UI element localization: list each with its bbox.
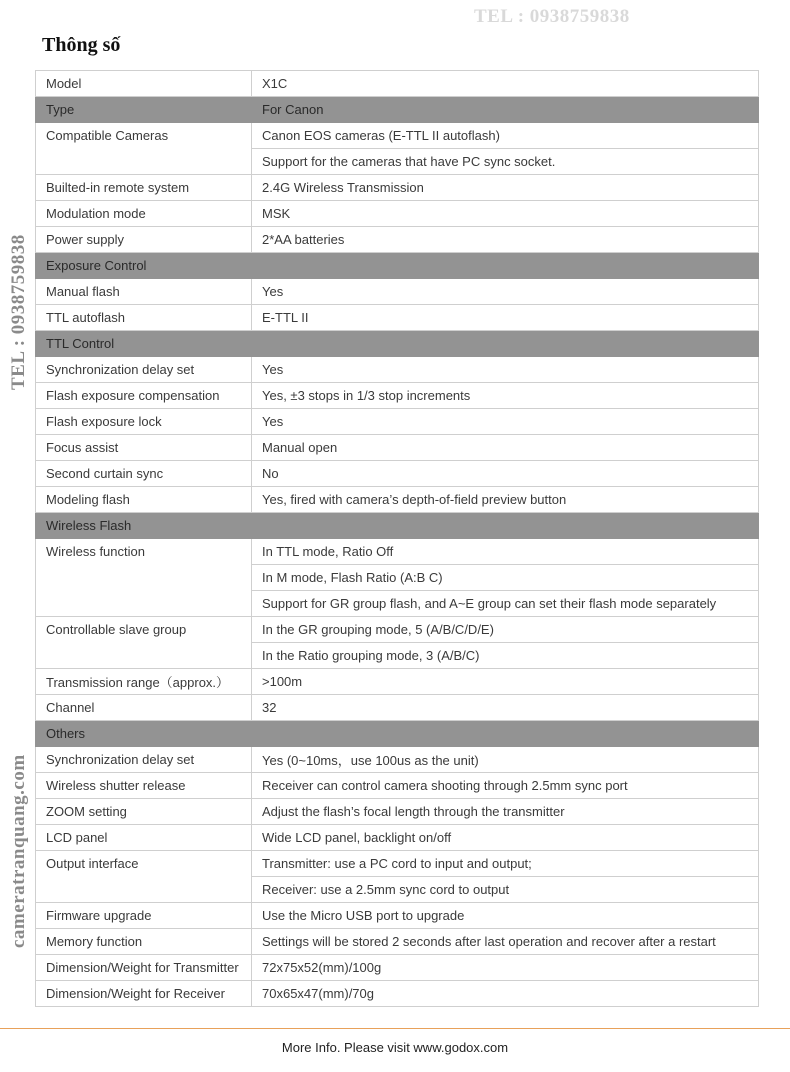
spec-table-body <box>36 71 759 1007</box>
spec-value: X1C <box>252 71 759 97</box>
section-row <box>36 253 759 279</box>
table-row <box>36 123 759 149</box>
spec-label: Compatible Cameras <box>36 123 252 175</box>
phone-watermark-top: TEL : 0938759838 <box>474 6 630 27</box>
spec-label: Synchronization delay set <box>36 357 252 383</box>
spec-value: In the Ratio grouping mode, 3 (A/B/C) <box>252 643 759 669</box>
spec-label: Channel <box>36 695 252 721</box>
spec-label: Model <box>36 71 252 97</box>
spec-value: In TTL mode, Ratio Off <box>252 539 759 565</box>
table-row <box>36 669 759 695</box>
page-title: Thông số <box>42 34 121 56</box>
table-row <box>36 955 759 981</box>
spec-value: MSK <box>252 201 759 227</box>
section-row <box>36 513 759 539</box>
spec-label: Transmission range（approx.） <box>36 669 252 695</box>
table-row <box>36 539 759 565</box>
table-row <box>36 929 759 955</box>
spec-value: Yes, ±3 stops in 1/3 stop increments <box>252 383 759 409</box>
spec-value: Yes, fired with camera’s depth-of-field preview button <box>252 487 759 513</box>
section-title: Exposure Control <box>36 253 252 279</box>
spec-value: Wide LCD panel, backlight on/off <box>252 825 759 851</box>
spec-label: Builted-in remote system <box>36 175 252 201</box>
spec-label: Wireless shutter release <box>36 773 252 799</box>
spec-label: Manual flash <box>36 279 252 305</box>
spec-label: TTL autoflash <box>36 305 252 331</box>
site-watermark-left: cameratranquang.com <box>8 754 29 948</box>
spec-table <box>35 70 759 1007</box>
table-row <box>36 903 759 929</box>
spec-label: Focus assist <box>36 435 252 461</box>
spec-value: 2.4G Wireless Transmission <box>252 175 759 201</box>
section-row <box>36 721 759 747</box>
spec-value: 70x65x47(mm)/70g <box>252 981 759 1007</box>
spec-value: Use the Micro USB port to upgrade <box>252 903 759 929</box>
footer-text: More Info. Please visit www.godox.com <box>281 1040 509 1055</box>
spec-value: Settings will be stored 2 seconds after last operation and recover after a restart <box>252 929 759 955</box>
spec-label: ZOOM setting <box>36 799 252 825</box>
spec-label: Controllable slave group <box>36 617 252 669</box>
table-row <box>36 461 759 487</box>
spec-label: Modeling flash <box>36 487 252 513</box>
phone-watermark-left: TEL : 0938759838 <box>8 234 29 390</box>
spec-value: Yes <box>252 357 759 383</box>
spec-label: Firmware upgrade <box>36 903 252 929</box>
section-title: Wireless Flash <box>36 513 252 539</box>
table-row <box>36 201 759 227</box>
table-row <box>36 279 759 305</box>
table-row <box>36 747 759 773</box>
table-row <box>36 851 759 877</box>
spec-value: 72x75x52(mm)/100g <box>252 955 759 981</box>
table-row <box>36 357 759 383</box>
spec-label: Memory function <box>36 929 252 955</box>
table-row <box>36 435 759 461</box>
table-row <box>36 227 759 253</box>
table-row <box>36 409 759 435</box>
table-row <box>36 825 759 851</box>
spec-value: Support for GR group flash, and A~E group can set their flash mode separately <box>252 591 759 617</box>
spec-label: Power supply <box>36 227 252 253</box>
section-title: TTL Control <box>36 331 252 357</box>
table-row <box>36 305 759 331</box>
spec-value: In M mode, Flash Ratio (A:B C) <box>252 565 759 591</box>
table-row <box>36 981 759 1007</box>
section-value <box>252 721 759 747</box>
section-value <box>252 331 759 357</box>
spec-label: Wireless function <box>36 539 252 617</box>
spec-value: Receiver can control camera shooting through 2.5mm sync port <box>252 773 759 799</box>
spec-label: Modulation mode <box>36 201 252 227</box>
spec-value: 32 <box>252 695 759 721</box>
table-row <box>36 773 759 799</box>
spec-value: E-TTL II <box>252 305 759 331</box>
table-row <box>36 175 759 201</box>
spec-value: Yes <box>252 279 759 305</box>
spec-value: In the GR grouping mode, 5 (A/B/C/D/E) <box>252 617 759 643</box>
spec-value: >100m <box>252 669 759 695</box>
spec-value: Support for the cameras that have PC sync socket. <box>252 149 759 175</box>
spec-label: Synchronization delay set <box>36 747 252 773</box>
spec-value: Yes <box>252 409 759 435</box>
spec-label: Dimension/Weight for Transmitter <box>36 955 252 981</box>
section-title: Others <box>36 721 252 747</box>
table-row <box>36 383 759 409</box>
section-title: Type <box>36 97 252 123</box>
spec-value: Yes (0~10ms，use 100us as the unit) <box>252 747 759 773</box>
spec-label: Second curtain sync <box>36 461 252 487</box>
spec-value: Canon EOS cameras (E-TTL II autoflash) <box>252 123 759 149</box>
spec-value: 2*AA batteries <box>252 227 759 253</box>
spec-value: Receiver: use a 2.5mm sync cord to output <box>252 877 759 903</box>
spec-label: Dimension/Weight for Receiver <box>36 981 252 1007</box>
spec-value: Transmitter: use a PC cord to input and output; <box>252 851 759 877</box>
section-row <box>36 97 759 123</box>
table-row <box>36 799 759 825</box>
spec-label: LCD panel <box>36 825 252 851</box>
footer-divider <box>0 1028 790 1029</box>
spec-value: No <box>252 461 759 487</box>
section-value: For Canon <box>252 97 759 123</box>
section-value <box>252 253 759 279</box>
table-row <box>36 695 759 721</box>
spec-label: Flash exposure lock <box>36 409 252 435</box>
table-row <box>36 487 759 513</box>
spec-value: Manual open <box>252 435 759 461</box>
spec-label: Flash exposure compensation <box>36 383 252 409</box>
table-row <box>36 617 759 643</box>
section-value <box>252 513 759 539</box>
section-row <box>36 331 759 357</box>
table-row <box>36 71 759 97</box>
spec-value: Adjust the flash’s focal length through the transmitter <box>252 799 759 825</box>
spec-label: Output interface <box>36 851 252 903</box>
